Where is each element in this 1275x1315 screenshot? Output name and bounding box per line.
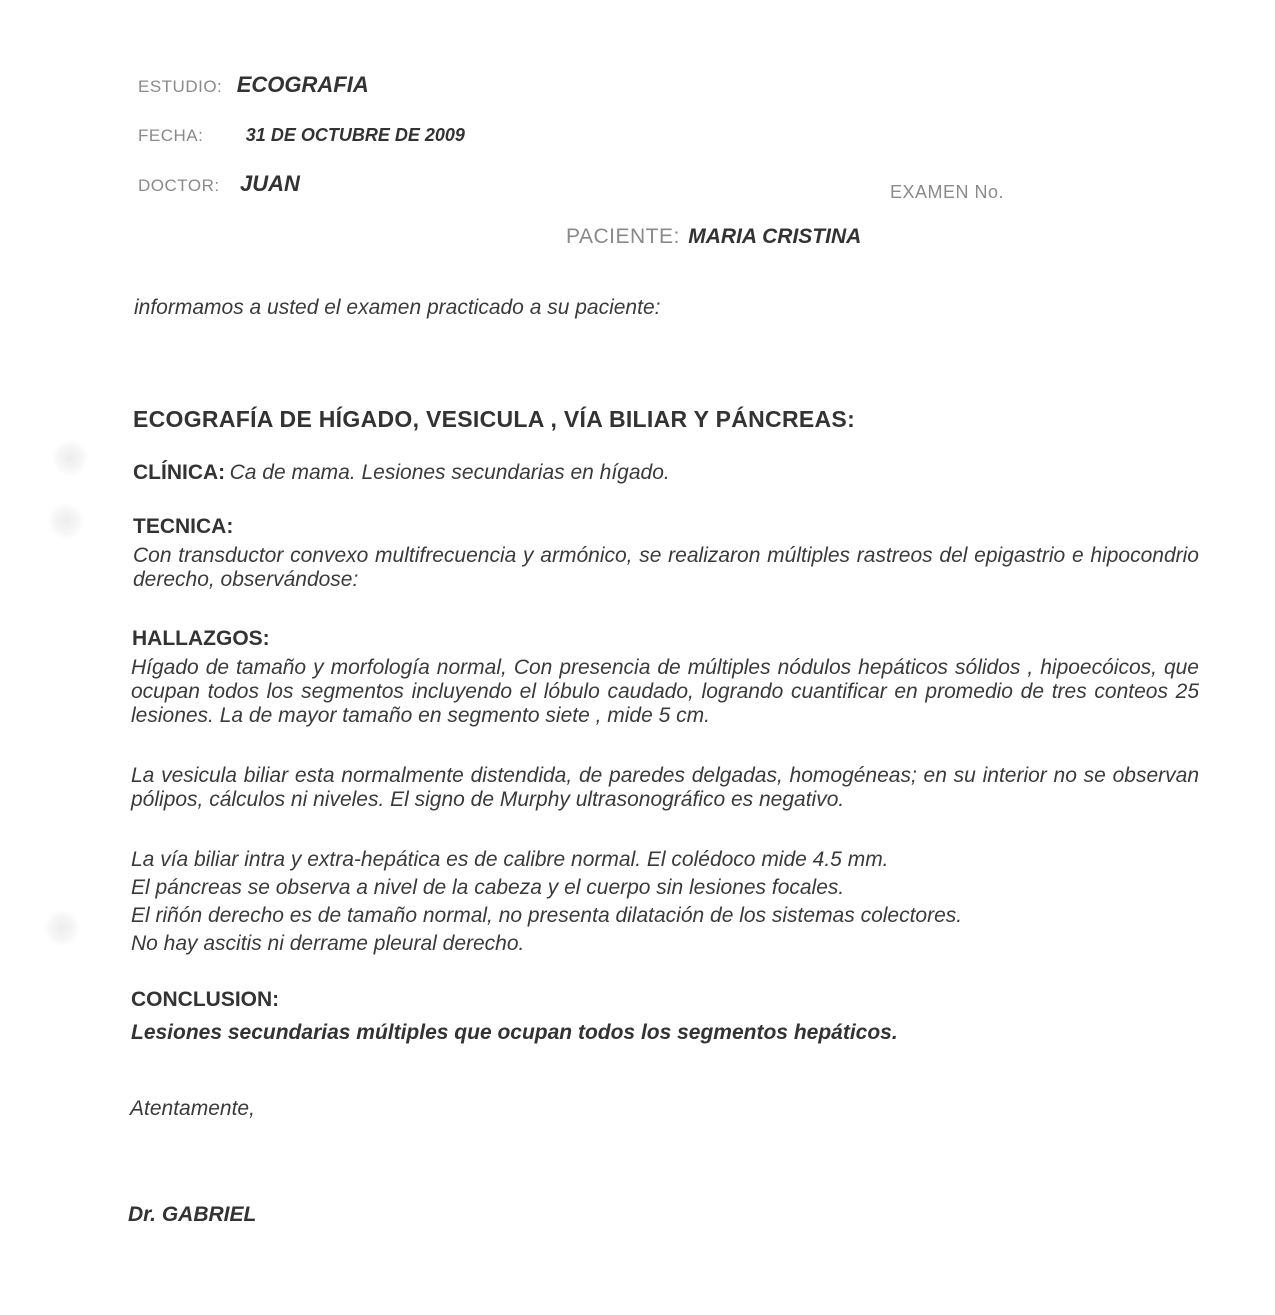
hallazgos-l2: El páncreas se observa a nivel de la cabeza y el cuerpo sin lesiones focales. [131,876,845,899]
fecha-label: FECHA: [138,126,204,145]
hallazgos-p1: Hígado de tamaño y morfología normal, Con presencia de múltiples nódulos hepáticos sólidos , hipoecóicos, que ocupan todos los segmentos incluyendo el lóbulo caudado, logrando cuantificar en promedio de tres conteos 25 lesiones. La de mayor tamaño en segmento siete , mide 5 cm. [131,656,1199,727]
hallazgos-l4: No hay ascitis ni derrame pleural derecho. [131,932,525,955]
hallazgos-p2: La vesicula biliar esta normalmente distendida, de paredes delgadas, homogéneas; en su interior no se observan pólipos, cálculos ni niveles. El signo de Murphy ultrasonográfico es negativo. [131,764,1199,811]
closing-text: Atentamente, [130,1097,255,1120]
paciente-row [566,225,861,249]
doctor-label: DOCTOR: [138,176,220,195]
paciente-label: PACIENTE: [566,225,680,248]
hallazgos-l3: El riñón derecho es de tamaño normal, no presenta dilatación de los sistemas colectores. [131,904,963,927]
report-title: ECOGRAFÍA DE HÍGADO, VESICULA , VÍA BILIAR Y PÁNCREAS: [133,406,856,432]
fecha-value: 31 DE OCTUBRE DE 2009 [245,125,465,145]
conclusion-text: Lesiones secundarias múltiples que ocupan todos los segmentos hepáticos. [131,1021,898,1044]
doctor-row [138,171,300,197]
signature-name: Dr. GABRIEL [128,1203,257,1226]
conclusion-label: CONCLUSION: [131,988,280,1011]
scan-blot [48,503,84,539]
examen-label: EXAMEN No. [890,182,1005,202]
estudio-value: ECOGRAFIA [236,72,369,97]
tecnica-label: TECNICA: [133,515,234,538]
clinica-text: Ca de mama. Lesiones secundarias en hígado. [229,461,670,484]
estudio-label: ESTUDIO: [138,77,223,96]
tecnica-text: Con transductor convexo multifrecuencia y armónico, se realizaron múltiples rastreos del epigastrio e hipocondrio derecho, observándose: [133,544,1199,591]
scan-blot [44,910,80,946]
paciente-value: MARIA CRISTINA [688,225,862,248]
intro-text: informamos a usted el examen practicado a su paciente: [134,296,661,319]
doctor-value: JUAN [240,171,300,196]
estudio-row [138,72,369,98]
scan-blot [52,440,88,476]
hallazgos-l1: La vía biliar intra y extra-hepática es de calibre normal. El colédoco mide 4.5 mm. [131,848,889,871]
hallazgos-label: HALLAZGOS: [132,627,270,650]
clinica-label: CLÍNICA: [133,461,226,484]
clinica-row [133,461,670,485]
fecha-row [138,125,465,146]
